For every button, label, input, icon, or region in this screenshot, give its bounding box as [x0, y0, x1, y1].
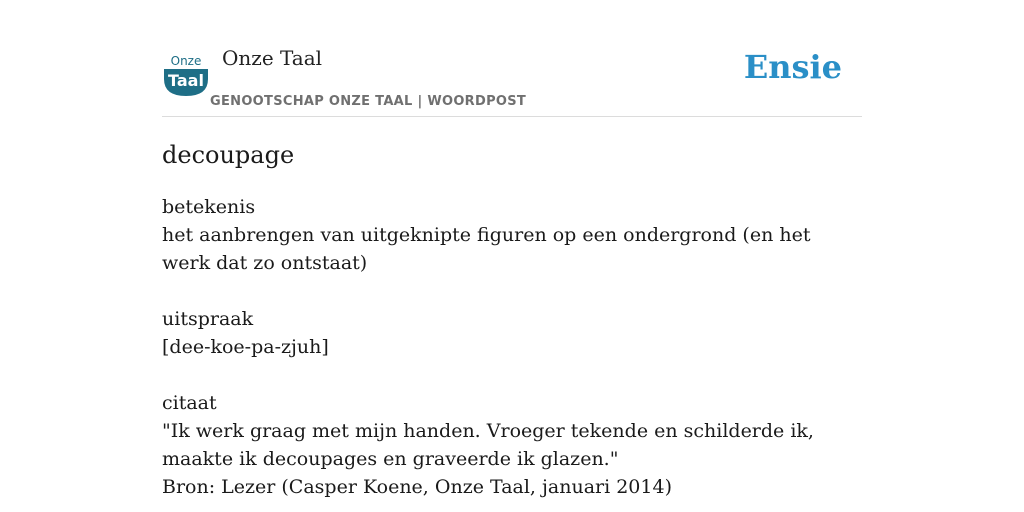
logo-text-top: Onze — [170, 54, 202, 68]
meaning-text: het aanbrengen van uitgeknipte figuren op een ondergrond (en het werk dat zo ontstaat) — [162, 224, 811, 274]
quote-section — [162, 389, 862, 501]
quote-text: "Ik werk graag met mijn handen. Vroeger tekende en schilderde ik, maakte ik decoupages en graveerde ik glazen." — [162, 420, 814, 470]
ensie-brand-link[interactable]: Ensie — [743, 48, 842, 86]
pronunciation-text: [dee-koe-pa-zjuh] — [162, 336, 329, 358]
meaning-label: betekenis — [162, 196, 256, 218]
site-subtitle: GENOOTSCHAP ONZE TAAL | WOORDPOST — [210, 94, 527, 109]
entry-word-title: decoupage — [162, 141, 295, 169]
logo-text-bottom: Taal — [168, 71, 204, 90]
meaning-section — [162, 193, 862, 277]
site-title[interactable]: Onze Taal — [222, 46, 323, 70]
quote-label: citaat — [162, 392, 217, 414]
header — [162, 40, 862, 117]
pronunciation-section — [162, 305, 862, 361]
onze-taal-logo[interactable] — [162, 53, 210, 97]
quote-source: Bron: Lezer (Casper Koene, Onze Taal, januari 2014) — [162, 476, 672, 498]
entry-card — [162, 40, 862, 501]
pronunciation-label: uitspraak — [162, 308, 254, 330]
